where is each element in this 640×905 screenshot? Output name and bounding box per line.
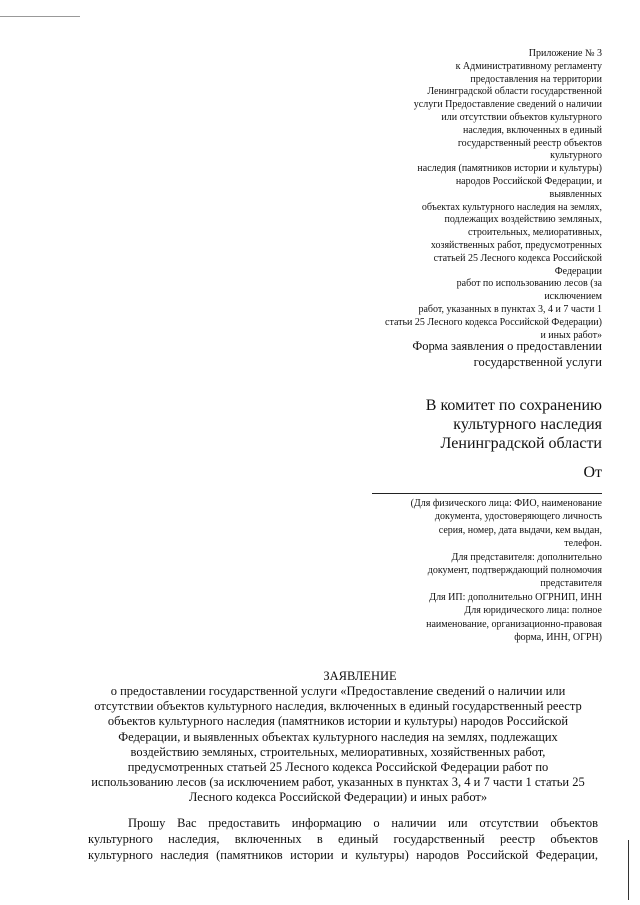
applicant-fill-line [372, 493, 602, 494]
applicant-hint [342, 497, 602, 644]
request-line: культурного наследия (памятников истории и культуры) народов Российской Федерации, [88, 848, 598, 862]
form-title-line: Форма заявления о предоставлении [412, 339, 602, 353]
statement-title: ЗАЯВЛЕНИЕ [323, 669, 397, 683]
request-line: культурного наследия, включенных в единый государственный реестр объектов [88, 832, 598, 846]
applicant-hint-line: Для представителя: дополнительно [451, 551, 602, 563]
appendix-line: к Административному регламенту [455, 60, 602, 72]
form-title-line: государственной услуги [473, 355, 602, 369]
subject-line: Федерации, и выявленных объектах культурного наследия на землях, подлежащих [118, 729, 558, 744]
appendix-line: Приложение № 3 [528, 48, 602, 59]
applicant-hint-line: документа, удостоверяющего личность [434, 511, 602, 523]
applicant-hint-line: Для юридического лица: полное [464, 605, 602, 617]
applicant-hint-line: телефон. [564, 538, 602, 550]
appendix-line: объектах культурного наследия на землях, [421, 201, 602, 213]
subject-line: о предоставлении государственной услуги «Предоставление сведений о наличии или [110, 684, 566, 698]
from-label: От [583, 464, 602, 481]
subject-line: предусмотренных статьей 25 Лесного кодекса Российской Федерации работ по [127, 760, 549, 775]
addressee-block [426, 396, 602, 453]
appendix-line: работ по использованию лесов (за [456, 278, 602, 290]
appendix-line: предоставления на территории [470, 73, 602, 85]
applicant-hint-line: документ, подтверждающий полномочия [427, 565, 602, 577]
subject-line: использованию лесов (за исключением работ, указанных в пунктах 3, 4 и 7 части 1 статьи 25 [91, 775, 585, 790]
appendix-line: и иных работ» [540, 329, 602, 341]
appendix-line: наследия (памятников истории и культуры) [417, 163, 602, 175]
applicant-hint-line: представителя [540, 578, 602, 590]
appendix-line: Ленинградской области государственной [427, 86, 602, 98]
applicant-hint-line: наименование, организационно-правовая [426, 618, 602, 630]
appendix-line: выявленных [549, 188, 602, 200]
appendix-line: народов Российской Федерации, и [455, 175, 602, 187]
applicant-hint-line: форма, ИНН, ОГРН) [514, 632, 602, 644]
appendix-line: наследия, включенных в единый [462, 124, 602, 136]
appendix-line: культурного [550, 150, 602, 162]
form-title [412, 338, 602, 370]
appendix-line: или отсутствии объектов культурного [441, 111, 602, 123]
appendix-line: услуги Предоставление сведений о наличии [413, 99, 602, 111]
statement-subject [78, 684, 598, 806]
applicant-hint-line: (Для физического лица: ФИО, наименование [410, 498, 602, 509]
appendix-line: государственный реестр объектов [457, 137, 602, 149]
margin-mark [628, 840, 629, 900]
appendix-line: Федерации [554, 265, 602, 277]
addressee-line: В комитет по сохранению [425, 397, 602, 414]
appendix-line: исключением [544, 291, 602, 303]
appendix-line: строительных, мелиоративных, [467, 227, 602, 239]
appendix-line: хозяйственных работ, предусмотренных [430, 239, 602, 251]
appendix-note [302, 48, 602, 342]
appendix-line: статьей 25 Лесного кодекса Российской [433, 252, 602, 264]
addressee-line: культурного наследия [453, 416, 602, 433]
appendix-line: работ, указанных в пунктах 3, 4 и 7 части 1 [418, 303, 602, 315]
applicant-hint-line: Для ИП: дополнительно ОГРНИП, ИНН [429, 591, 602, 603]
addressee-line: Ленинградской области [440, 435, 602, 452]
subject-line: отсутствии объектов культурного наследия, включенных в единый государственный реестр [94, 699, 582, 714]
subject-line: объектов культурного наследия (памятников истории и культуры) народов Российской [107, 714, 569, 729]
request-paragraph [88, 815, 598, 863]
appendix-line: статьи 25 Лесного кодекса Российской Федерации) [385, 316, 602, 328]
subject-line: воздействию земляных, строительных, мелиоративных, хозяйственных работ, [130, 744, 546, 759]
request-line: Прошу Вас предоставить информацию о наличии или отсутствии объектов [128, 816, 598, 830]
top-rule [0, 16, 80, 17]
subject-line: Лесного кодекса Российской Федерации) и иных работ» [188, 790, 488, 805]
applicant-hint-line: серия, номер, дата выдачи, кем выдан, [438, 524, 602, 536]
appendix-line: подлежащих воздействию земляных, [444, 214, 602, 226]
